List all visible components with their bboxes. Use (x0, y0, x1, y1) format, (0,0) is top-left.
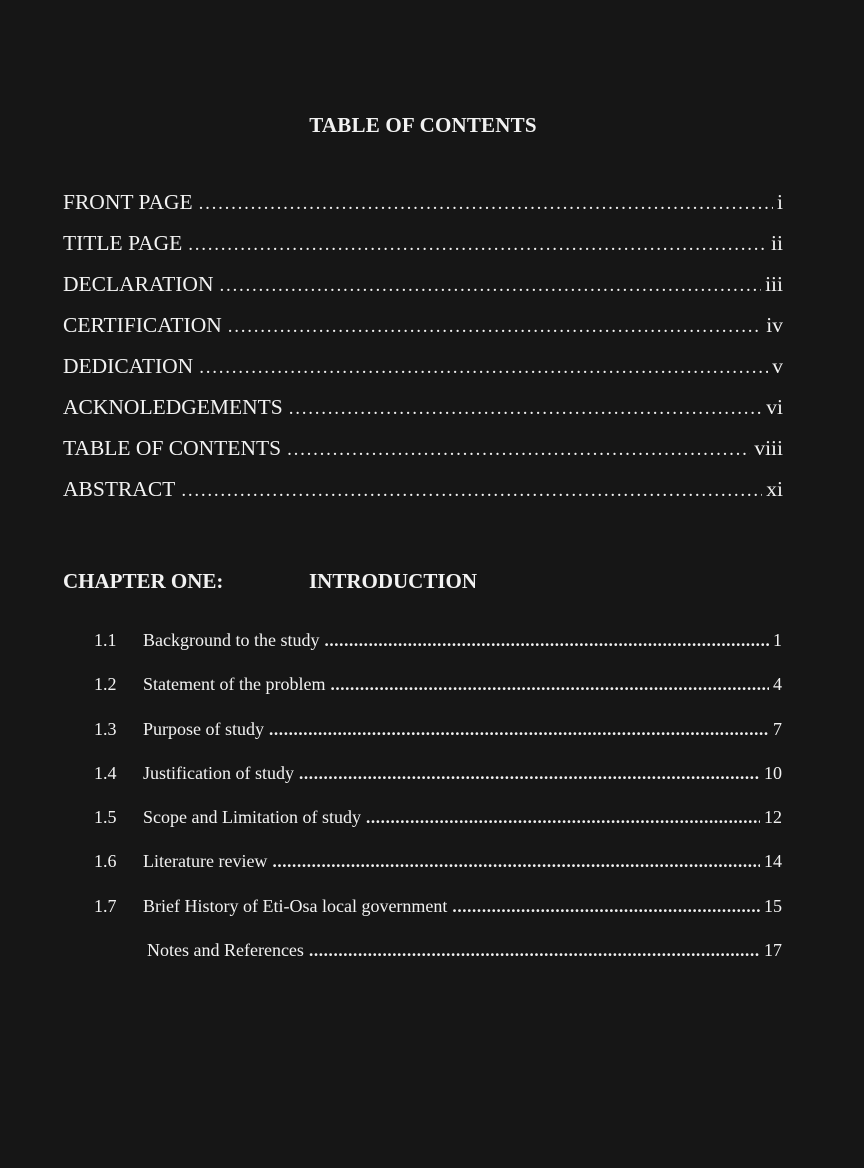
section-number: 1.6 (94, 851, 117, 872)
section-number: 1.3 (94, 718, 117, 739)
section-label: Scope and Limitation of study (143, 807, 361, 828)
toc-entry-page: ii (771, 231, 783, 255)
toc-entry-label: TABLE OF CONTENTS (63, 436, 282, 460)
dot-leader (452, 897, 760, 917)
dot-leader (272, 852, 760, 872)
toc-section-entry (94, 807, 782, 851)
section-page: 12 (764, 807, 782, 828)
toc-entry-certification (63, 313, 783, 354)
dot-leader (199, 357, 768, 379)
dot-leader (324, 631, 769, 651)
chapter-name: INTRODUCTION (309, 569, 478, 593)
toc-entry-page: xi (766, 477, 783, 501)
toc-entry-label: CERTIFICATION (63, 313, 222, 337)
toc-section-entry (94, 719, 782, 763)
chapter-label: CHAPTER ONE: (63, 569, 224, 593)
toc-entry-front-page (63, 190, 783, 231)
section-label: Purpose of study (143, 718, 264, 739)
toc-entry-label: DEDICATION (63, 354, 194, 378)
dot-leader (220, 275, 762, 297)
dot-leader (228, 316, 763, 338)
toc-entry-declaration (63, 272, 783, 313)
page-title: TABLE OF CONTENTS (309, 113, 537, 137)
toc-entry-table-of-contents (63, 436, 783, 477)
toc-entry-acknowledgements (63, 395, 783, 436)
section-page: 17 (764, 940, 782, 961)
section-page: 4 (773, 674, 782, 695)
section-number: 1.4 (94, 762, 117, 783)
toc-section-entry (94, 763, 782, 807)
section-label: Statement of the problem (143, 674, 326, 695)
toc-entry-dedication (63, 354, 783, 395)
dot-leader (366, 808, 760, 828)
toc-entry-page: iii (765, 272, 783, 296)
dot-leader (289, 398, 762, 420)
dot-leader (269, 720, 769, 740)
dot-leader (299, 764, 760, 784)
dot-leader (287, 439, 750, 461)
section-number: 1.5 (94, 807, 117, 828)
toc-entry-label: ABSTRACT (63, 477, 176, 501)
dot-leader (181, 480, 762, 502)
toc-entry-abstract (63, 477, 783, 518)
toc-entry-page: i (777, 190, 783, 214)
dot-leader (188, 234, 767, 256)
toc-entry-label: FRONT PAGE (63, 190, 193, 214)
section-number: 1.1 (94, 630, 117, 650)
section-label: Notes and References (147, 940, 304, 961)
dot-leader (199, 193, 773, 215)
dot-leader (309, 941, 760, 961)
toc-entry-page: iv (766, 313, 783, 337)
toc-entry-label: TITLE PAGE (63, 231, 183, 255)
section-page: 15 (764, 895, 782, 916)
front-matter-list (63, 190, 783, 518)
toc-section-entry (94, 674, 782, 718)
section-page: 1 (773, 630, 782, 650)
section-label: Literature review (143, 851, 268, 872)
section-label: Background to the study (143, 630, 320, 650)
toc-entry-page: v (772, 354, 783, 378)
toc-entry-label: DECLARATION (63, 272, 214, 296)
toc-entry-page: viii (754, 436, 783, 460)
toc-entry-page: vi (766, 395, 783, 419)
toc-entry-title-page (63, 231, 783, 272)
section-page: 14 (764, 851, 782, 872)
toc-entry-label: ACKNOLEDGEMENTS (63, 395, 283, 419)
section-page: 10 (764, 762, 782, 783)
section-number: 1.2 (94, 674, 117, 695)
toc-section-entry (94, 896, 782, 940)
section-page: 7 (773, 718, 782, 739)
chapter-sections-list (94, 630, 782, 984)
section-label: Brief History of Eti-Osa local government (143, 895, 448, 916)
toc-section-entry (94, 630, 782, 674)
section-number: 1.7 (94, 895, 117, 916)
dot-leader (330, 675, 769, 695)
toc-section-entry (94, 851, 782, 895)
toc-section-entry-notes (94, 940, 782, 984)
section-label: Justification of study (143, 762, 294, 783)
